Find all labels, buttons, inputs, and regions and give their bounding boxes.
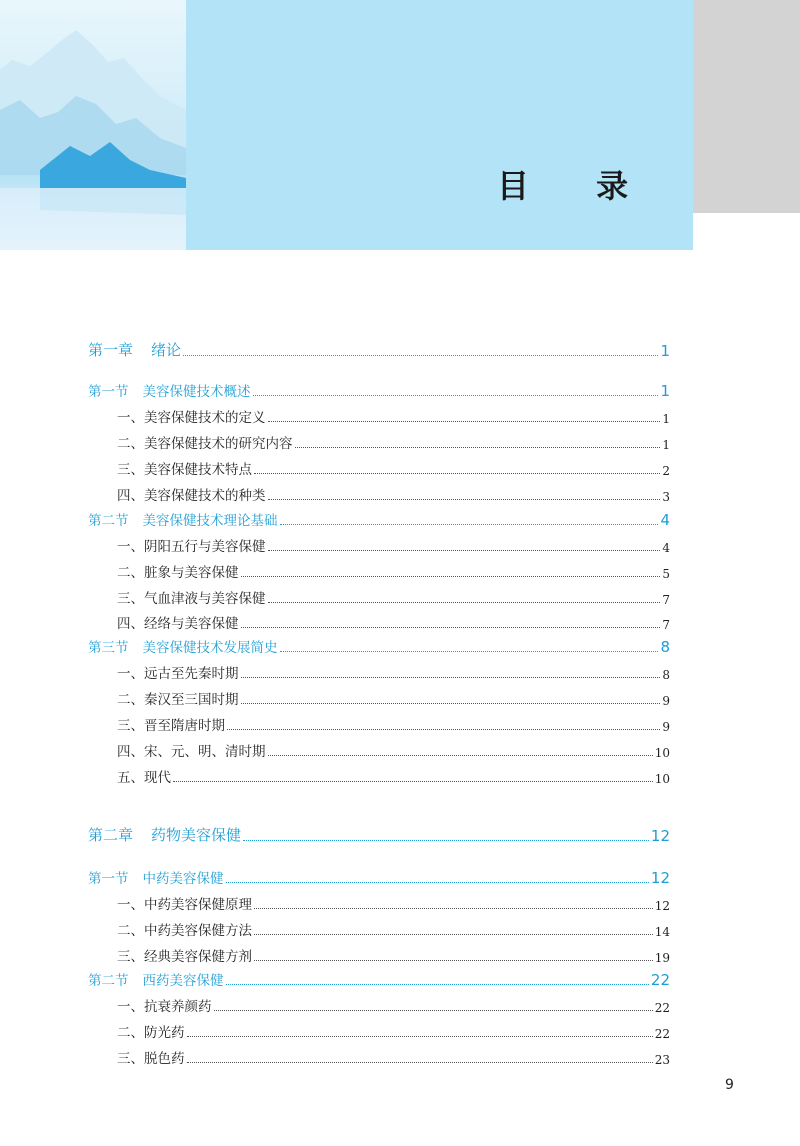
toc-entry-title: 美容保健技术概述 [142, 384, 251, 400]
toc-entry-page: 3 [662, 490, 670, 504]
toc-entry-label [117, 561, 239, 581]
toc-section-row[interactable] [88, 969, 670, 989]
toc-item-row[interactable] [117, 766, 670, 786]
toc-entry-page: 12 [654, 899, 670, 913]
toc-item-row[interactable] [117, 995, 670, 1015]
toc-entry-page: 22 [654, 1001, 670, 1015]
toc-entry-page: 7 [662, 593, 670, 607]
toc-entry-page: 1 [660, 342, 670, 360]
toc-entry-title: 美容保健技术发展简史 [142, 640, 278, 656]
dotted-leader [183, 355, 658, 356]
toc-entry-page: 9 [662, 720, 670, 734]
toc-entry-label [117, 740, 266, 760]
dotted-leader [187, 1062, 653, 1063]
dotted-leader [268, 421, 661, 422]
toc-item-row[interactable] [117, 432, 670, 452]
dotted-leader [241, 576, 661, 577]
toc-item-row[interactable] [117, 919, 670, 939]
toc-item-row[interactable] [117, 458, 670, 478]
toc-item-row[interactable] [117, 587, 670, 607]
toc-entry-label [117, 688, 239, 708]
toc-entry-title: 三、经典美容保健方剂 [117, 949, 252, 965]
dotted-leader [227, 729, 660, 730]
toc-entry-title: 中药美容保健 [142, 871, 224, 887]
toc-item-row[interactable] [117, 688, 670, 708]
toc-entry-page: 10 [654, 772, 670, 786]
toc-entry-page: 23 [654, 1053, 670, 1067]
toc-entry-label [117, 662, 239, 682]
toc-entry-title: 四、宋、元、明、清时期 [117, 744, 266, 760]
toc-entry-page: 12 [650, 869, 670, 887]
dotted-leader [268, 499, 661, 500]
dotted-leader [226, 984, 649, 985]
toc-item-row[interactable] [117, 535, 670, 555]
dotted-leader [243, 840, 649, 841]
toc-entry-page: 12 [650, 827, 670, 845]
toc-entry-page: 9 [662, 694, 670, 708]
toc-entry-page: 10 [654, 746, 670, 760]
toc-entry-label [117, 484, 266, 504]
toc-item-row[interactable] [117, 714, 670, 734]
toc-entry-page: 1 [662, 438, 670, 452]
toc-entry-label [117, 945, 252, 965]
toc-entry-page: 1 [662, 412, 670, 426]
toc-entry-label [88, 867, 224, 887]
toc-entry-page: 22 [654, 1027, 670, 1041]
toc-entry-title: 药物美容保健 [151, 826, 242, 844]
dotted-leader [268, 550, 661, 551]
toc-entry-label [88, 636, 278, 656]
toc-entry-label [117, 406, 266, 426]
dotted-leader [280, 651, 659, 652]
toc-item-row[interactable] [117, 740, 670, 760]
toc-entry-page: 1 [660, 382, 670, 400]
toc-entry-label [117, 1021, 185, 1041]
toc-entry-label [117, 432, 293, 452]
dotted-leader [254, 934, 653, 935]
dotted-leader [254, 473, 660, 474]
toc-section-row[interactable] [88, 636, 670, 656]
toc-item-row[interactable] [117, 893, 670, 913]
toc-entry-label [88, 824, 241, 845]
toc-section-row[interactable] [88, 867, 670, 887]
toc-entry-title: 三、脱色药 [117, 1051, 185, 1067]
dotted-leader [254, 960, 653, 961]
dotted-leader [280, 524, 659, 525]
toc-entry-title: 一、阴阳五行与美容保健 [117, 539, 266, 555]
toc-entry-label [117, 1047, 185, 1067]
page-number: 9 [725, 1077, 734, 1093]
toc-section-row[interactable] [88, 509, 670, 529]
toc-entry-title: 一、美容保健技术的定义 [117, 410, 266, 426]
toc-entry-page: 5 [662, 567, 670, 581]
toc-entry-number: 第一节 [88, 871, 129, 887]
toc-entry-title: 三、美容保健技术特点 [117, 462, 252, 478]
toc-entry-label [117, 535, 266, 555]
toc-entry-number: 第二节 [88, 973, 129, 989]
dotted-leader [226, 882, 649, 883]
toc-chapter-row[interactable] [88, 824, 670, 845]
toc-item-row[interactable] [117, 945, 670, 965]
dotted-leader [295, 447, 661, 448]
toc-entry-label [88, 969, 224, 989]
toc-item-row[interactable] [117, 406, 670, 426]
toc-section-row[interactable] [88, 380, 670, 400]
toc-entry-label [117, 714, 225, 734]
dotted-leader [187, 1036, 653, 1037]
toc-entry-label [88, 380, 251, 400]
toc-entry-title: 二、美容保健技术的研究内容 [117, 436, 293, 452]
toc-entry-number: 第一节 [88, 384, 129, 400]
toc-item-row[interactable] [117, 1021, 670, 1041]
toc-entry-label [117, 919, 252, 939]
toc-entry-title: 二、脏象与美容保健 [117, 565, 239, 581]
toc-entry-page: 7 [662, 618, 670, 632]
toc-entry-title: 二、防光药 [117, 1025, 185, 1041]
toc-entry-number: 第一章 [88, 341, 134, 359]
toc-item-row[interactable] [117, 1047, 670, 1067]
toc-item-row[interactable] [117, 662, 670, 682]
dotted-leader [268, 755, 653, 756]
toc-entry-page: 8 [660, 638, 670, 656]
toc-entry-title: 美容保健技术理论基础 [142, 513, 278, 529]
toc-chapter-row[interactable] [88, 339, 670, 360]
toc-entry-page: 14 [654, 925, 670, 939]
toc-entry-number: 第二章 [88, 826, 134, 844]
toc-entry-label [117, 612, 239, 632]
dotted-leader [241, 627, 661, 628]
dotted-leader [241, 677, 661, 678]
toc-entry-title: 四、经络与美容保健 [117, 616, 239, 632]
dotted-leader [268, 602, 661, 603]
toc-entry-page: 2 [662, 464, 670, 478]
toc-entry-title: 三、气血津液与美容保健 [117, 591, 266, 607]
dotted-leader [254, 908, 653, 909]
toc-entry-title: 二、中药美容保健方法 [117, 923, 252, 939]
toc-entry-title: 四、美容保健技术的种类 [117, 488, 266, 504]
page-title: 目 录 [497, 167, 657, 205]
toc-entry-label [117, 766, 171, 786]
toc-entry-page: 4 [660, 511, 670, 529]
toc-entry-title: 西药美容保健 [142, 973, 224, 989]
toc-entry-number: 第三节 [88, 640, 129, 656]
dotted-leader [214, 1010, 653, 1011]
dotted-leader [253, 395, 659, 396]
toc-entry-label [117, 587, 266, 607]
toc-entry-title: 二、秦汉至三国时期 [117, 692, 239, 708]
toc-entry-page: 22 [650, 971, 670, 989]
toc-item-row[interactable] [117, 561, 670, 581]
toc-entry-title: 一、抗衰养颜药 [117, 999, 212, 1015]
dotted-leader [241, 703, 661, 704]
toc-item-row[interactable] [117, 612, 670, 632]
toc-entry-label [117, 458, 252, 478]
toc-entry-page: 4 [662, 541, 670, 555]
toc-entry-title: 一、远古至先秦时期 [117, 666, 239, 682]
toc-entry-page: 19 [654, 951, 670, 965]
toc-entry-title: 五、现代 [117, 770, 171, 786]
toc-entry-title: 一、中药美容保健原理 [117, 897, 252, 913]
toc-entry-label [88, 509, 278, 529]
toc-entry-number: 第二节 [88, 513, 129, 529]
toc-entry-label [117, 995, 212, 1015]
toc-entry-title: 三、晋至隋唐时期 [117, 718, 225, 734]
toc-entry-label [88, 339, 181, 360]
toc-item-row[interactable] [117, 484, 670, 504]
toc-entry-label [117, 893, 252, 913]
toc-entry-title: 绪论 [151, 341, 182, 359]
toc-entry-page: 8 [662, 668, 670, 682]
dotted-leader [173, 781, 653, 782]
